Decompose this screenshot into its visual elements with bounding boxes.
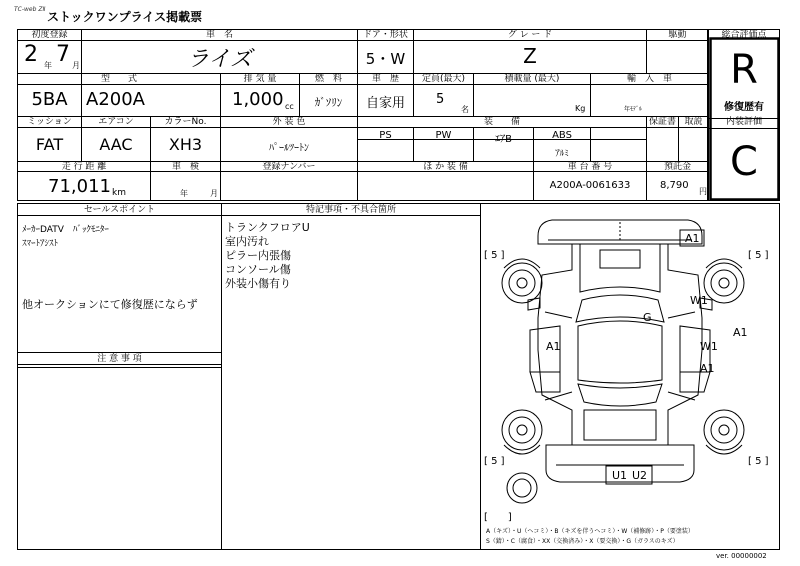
persons-unit: 名 [461,105,469,114]
grade-label: グ レ ー ド [507,30,553,40]
km-unit: km [112,188,126,198]
reg-month-unit: 月 [72,61,80,70]
deposit-value: 8,790 [660,180,689,191]
mark-u2: U2 [632,469,648,482]
sales-point-3: 他オークションにて修復歴にならず [22,298,198,311]
cc-unit: cc [285,102,294,111]
aircon-value: AAC [99,135,133,154]
first-reg-label: 初度登録 [31,30,68,40]
note-4: コンソール傷 [225,263,291,276]
note-1: トランクフロアU [225,221,310,234]
note-2: 室内汚れ [225,235,269,248]
mileage-label: 走 行 距 離 [61,162,107,172]
inspection-year-unit: 年 [180,189,188,198]
kg-unit: Kg [575,104,586,113]
color-no-value: XH3 [168,135,203,154]
mark-u1: U1 [612,469,628,482]
mark-a1-right-lower: A1 [700,362,715,375]
chassis-no-label: 車 台 番 号 [567,162,613,172]
reg-year: 2 [24,42,38,67]
inspection-month-unit: 月 [210,189,218,198]
car-name-value: ライズ [186,47,253,72]
history-label: 車 歴 [371,74,399,84]
equipment-alloy: ｱﾙﾐ [555,149,569,159]
aircon-label: エアコン [98,117,134,127]
fuel-label: 燃 料 [314,74,342,84]
model-prefix-value: 5BA [31,89,68,110]
legend-line-2: S（錆）・C（腐食）・XX（交換済み）・X（要交換）・G（ガラスのキズ） [486,538,679,545]
equipment-pw: PW [435,130,452,141]
history-value: 自家用 [365,96,405,111]
displacement-value: 1,000 [232,89,284,110]
equipment-label: 装 備 [483,117,520,127]
color-no-label: カラーNo. [164,117,207,127]
mission-value: FAT [35,135,64,154]
load-label: 積載量 (最大) [504,74,560,84]
capacity-value: 5 [436,92,445,107]
warranty-label: 保証書 [648,117,676,127]
door-shape-value: 5・W [365,50,406,68]
sales-point-1: ﾒｰｶｰDATV ﾊﾞｯｸﾓﾆﾀｰ [22,225,109,235]
yen-unit: 円 [699,187,707,196]
overall-score-label: 総合評価点 [721,30,767,40]
tire-rear-right: [ 5 ] [748,456,769,467]
sales-points-label: セールスポイント [83,205,156,215]
tire-rear-left: [ 5 ] [484,456,505,467]
interior-score-value: C [730,139,758,185]
grade-value: Z [523,44,537,68]
car-name-label: 車 名 [205,30,233,40]
spare-tire: [ ] [484,512,512,523]
overall-score-value: R [730,47,758,93]
interior-score-label: 内装評価 [725,117,762,127]
cautions-label: 注 意 事 項 [97,354,142,364]
note-3: ピラー内張傷 [225,249,291,262]
mark-w1-lower: W1 [700,340,718,353]
other-equipment-label: ほ か 装 備 [423,162,468,172]
capacity-label: 定員(最大) [421,74,466,84]
sheet-title: ストックワンプライス掲載票 [47,10,203,24]
mark-g-windshield: G [643,311,652,324]
exterior-color-label: 外 装 色 [272,117,306,127]
tire-front-right: [ 5 ] [748,250,769,261]
model-label: 型 式 [100,74,137,84]
mark-w1-upper: W1 [690,294,708,307]
drive-label: 駆動 [668,30,687,40]
model-value: A200A [86,89,145,110]
notes-label: 特記事項・不具合箇所 [305,205,396,215]
repair-history-value: 修復歴有 [724,102,764,113]
note-5: 外装小傷有り [225,277,291,290]
logo: TC-web ZⅡ [14,6,46,13]
reg-number-label: 登録ナンバー [262,162,316,172]
year-model-unit: 年ﾓﾃﾞﾙ [624,106,643,113]
deposit-label: 預託金 [663,162,691,172]
mark-a1-right-upper: A1 [733,326,748,339]
import-label: 輸 入 車 [626,74,672,84]
tire-front-left: [ 5 ] [484,250,505,261]
manual-label: 取説 [684,117,703,127]
version: ver. 00000002 [716,552,767,560]
equipment-abs: ABS [552,130,572,141]
legend-line-1: A（キズ）・U（ヘコミ）・B（キズを伴うヘコミ）・W（補修跡）・P（要塗装） [486,528,694,535]
door-shape-label: ドア・形状 [363,30,408,40]
inspection-label: 車 検 [171,162,199,172]
mileage-value: 71,011 [48,176,111,197]
sales-point-2: ｽﾏｰﾄｱｼｽﾄ [22,239,59,249]
reg-year-unit: 年 [44,61,52,70]
mark-a1-front: A1 [685,232,700,245]
reg-month: 7 [56,42,70,67]
exterior-color-value: ﾊﾟｰﾙﾂｰﾄﾝ [269,143,309,154]
equipment-airbag: ｴｱB [495,134,512,145]
mark-a1-left: A1 [546,340,561,353]
chassis-no-value: A200A-0061633 [549,180,631,191]
equipment-ps: PS [379,130,392,141]
fuel-value: ｶﾞｿﾘﾝ [314,96,343,109]
displacement-label: 排 気 量 [243,74,277,84]
mission-label: ミッション [27,117,72,127]
